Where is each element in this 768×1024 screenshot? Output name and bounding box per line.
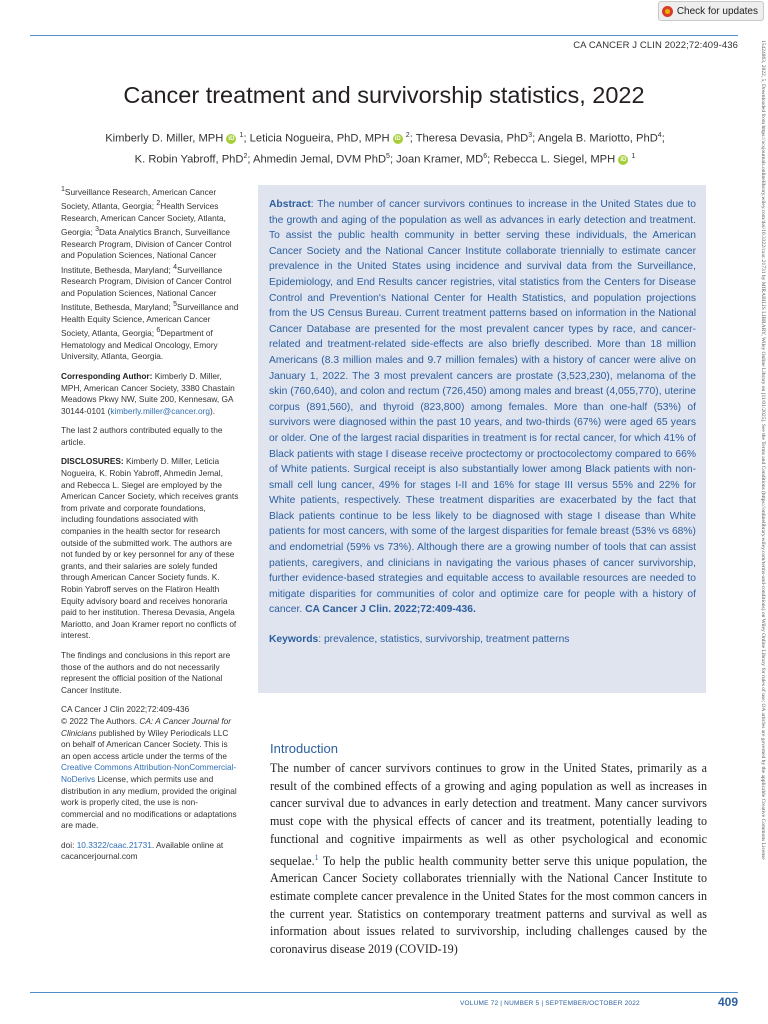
- affiliation-number: 4: [173, 263, 177, 271]
- footer-journal-issue: VOLUME 72 | NUMBER 5 | SEPTEMBER/OCTOBER 2022: [460, 1000, 640, 1007]
- affiliation-text: Health Services Research, American Cancer Society, Atlanta, Georgia;: [61, 201, 226, 238]
- affiliation-ref: 6: [483, 152, 488, 160]
- running-head: CA CANCER J CLIN 2022;72:409-436: [573, 40, 738, 51]
- doi-prefix: doi:: [61, 839, 77, 850]
- affiliation-ref: 3: [528, 132, 533, 139]
- doi-block: [61, 840, 239, 863]
- introduction-heading: Introduction: [270, 741, 338, 756]
- check-for-updates-button[interactable]: [658, 1, 764, 21]
- introduction-body: [270, 760, 707, 959]
- author-name: ; Angela B. Mariotto, PhD: [532, 132, 658, 145]
- license-block: [61, 704, 239, 832]
- author-name: ; Joan Kramer, MD: [389, 153, 484, 166]
- affiliations: [61, 184, 239, 363]
- affiliation-ref: 1: [239, 132, 244, 139]
- disclosures-label: DISCLOSURES:: [61, 456, 124, 467]
- keywords-text: : prevalence, statistics, survivorship, treatment patterns: [318, 634, 570, 646]
- abstract: [269, 197, 696, 618]
- corresponding-email-link[interactable]: kimberly.miller@cancer.org: [110, 405, 210, 416]
- disclosures: [61, 456, 239, 642]
- side-download-notice: 15424863, 2022, 5, Downloaded from https://acsjournals.onlinelibrary.wiley.com/doi/10.3322/caac.21731 by MIRABILIS LIBRARY, Wiley Online Library on [11/01/2025]. See the Terms and Conditions (https://onlinelibrary.wiley.com/terms-and-conditions) on Wiley Online Library for rules of use; OA articles are governed by the applicable Creative Commons License: [760, 40, 766, 860]
- corresponding-author: [61, 371, 239, 417]
- author-name: ; Theresa Devasia, PhD: [409, 132, 529, 145]
- affiliation-text: Department of Hematology and Medical Oncology, Emory University, Atlanta, Georgia.: [61, 328, 218, 362]
- orcid-icon[interactable]: iD: [620, 156, 627, 163]
- license-text: published by Wiley Periodicals LLC on behalf of American Cancer Society. This is an open access article under the terms of the: [61, 727, 229, 761]
- license-citation: CA Cancer J Clin 2022;72:409-436: [61, 704, 190, 715]
- findings-note: The findings and conclusions in this report are those of the authors and do not necessarily represent the official position of the National Cancer Institute.: [61, 649, 231, 695]
- affiliation-text: Data Analytics Branch, Surveillance Research Program, Division of Cancer Control and Population Sciences, National Cancer Institute, Bethesda, Maryland;: [61, 227, 232, 275]
- affiliation-text: Surveillance Research Program, Division of Cancer Control and Population Sciences, National Cancer Institute, Bethesda, Maryland;: [61, 264, 232, 313]
- article-sidebar: [61, 184, 239, 871]
- orcid-icon[interactable]: iD: [228, 135, 235, 142]
- introduction-text: To help the public health community better serve this unique population, the American Cancer Society collaborates triennially with the National Cancer Institute to estimate complete cancer prevalence in the United States for the most common cancers in the current year. Statistics on contemporary treatment patterns and survival as well as information about issues related to survivorship, including challenges caused by the coronavirus disease 2019 (COVID-19): [270, 853, 707, 957]
- license-text: License, which permits use and distribution in any medium, provided the original work is properly cited, the use is non-commercial and no modifications or adaptations are made.: [61, 773, 237, 831]
- doi-link[interactable]: 10.3322/caac.21731: [76, 839, 152, 850]
- affiliation-ref: 4: [657, 132, 662, 139]
- header-rule: [30, 35, 738, 36]
- affiliation-number: 3: [95, 226, 100, 234]
- affiliation-number: 1: [61, 186, 65, 193]
- corresponding-author-text: Kimberly D. Miller, MPH, American Cancer Society, 3380 Chastain Meadows Pkwy NW, Suite 200, Kennesaw, GA 30144-0101 (: [61, 370, 235, 416]
- cc-license-link[interactable]: Creative Commons Attribution-NonCommercial-NoDerivs: [61, 762, 237, 784]
- author-list: [70, 127, 700, 168]
- journal-name: CA: A Cancer Journal for Clinicians: [61, 715, 232, 738]
- affiliation-ref: 2: [243, 152, 248, 160]
- affiliation-text: Surveillance Research, American Cancer Society, Atlanta, Georgia;: [61, 186, 217, 212]
- doi-text: . Available online at cacancerjournal.com: [61, 839, 224, 862]
- reference-link[interactable]: 1: [314, 852, 319, 862]
- corresponding-author-label: Corresponding Author:: [61, 370, 153, 381]
- affiliation-ref: 5: [386, 152, 390, 160]
- footer-rule: [30, 992, 738, 993]
- check-for-updates-label: Check for updates: [676, 5, 758, 17]
- author-name: K. Robin Yabroff, PhD: [134, 153, 244, 166]
- equal-contribution-note: The last 2 authors contributed equally to the article.: [61, 425, 223, 447]
- copyright-text: © 2022 The Authors.: [61, 715, 140, 726]
- abstract-text: : The number of cancer survivors continues to increase in the United States due to the growth and aging of the population as well as advances in early detection and treatment. To assist the public health community in better serving these individuals, the American Cancer Society and the National Cancer Institute collaborate triennially to estimate cancer prevalence in the United States using incidence and survival data from the Surveillance, Epidemiology, and End Results cancer registries, vital statistics from the Centers for Disease Control and Prevention's National Center for Health Statistics, and population projections from the US Census Bureau. Current treatment patterns based on information in the National Cancer Database are presented for the most prevalent cancer types by race, and cancer-related and treatment-related side-effects are also briefly described. More than 18 million Americans (8.3 million males and 9.7 million females) with a history of cancer were alive on January 1, 2022. The 3 most prevalent cancers are prostate (3,523,230), melanoma of the skin (760,640), and colon and rectum (726,450) among males and breast (4,055,770), uterine corpus (891,560), and thyroid (823,800) among females. More than one-half (53%) of survivors were diagnosed within the past 10 years, and two-thirds (67%) were aged 65 years or older. One of the largest racial disparities in treatment is for rectal cancer, for which 41% of Black patients with stage I disease receive proctectomy or proctocolectomy compared to 66% of White patients. Surgical receipt is also substantially lower among Black patients with non-small cell lung cancer, 49% for stages I-II and 16% for stage III versus 55% and 22% for White patients, respectively. These treatment disparities are exacerbated by the fact that Black patients continue to be less likely to be diagnosed with stage I disease than White patients for most cancers, with some of the largest disparities for female breast (53% vs 68%) and endometrial (59% vs 73%). Although there are a growing number of tools that can assist patients, caregivers, and clinicians in navigating the various phases of cancer survivorship, further evidence-based strategies and equitable access to available resources are needed to mitigate disparities for communities of color and optimize care for people with a history of cancer.: [269, 199, 696, 616]
- author-separator: ;: [661, 132, 665, 145]
- affiliation-ref: 2: [405, 132, 410, 139]
- abstract-box: [258, 185, 706, 693]
- affiliation-number: 2: [156, 200, 161, 208]
- abstract-label: Abstract: [269, 199, 311, 210]
- abstract-citation: CA Cancer J Clin. 2022;72:409-436.: [305, 604, 476, 616]
- article-title: Cancer treatment and survivorship statistics, 2022: [123, 82, 645, 108]
- author-name: ; Rebecca L. Siegel, MPH: [487, 153, 616, 166]
- affiliation-text: Surveillance and Health Equity Science, American Cancer Society, Atlanta, Georgia;: [61, 302, 239, 339]
- crossmark-icon: [662, 6, 673, 17]
- disclosures-text: Kimberly D. Miller, Leticia Nogueira, K. Robin Yabroff, Ahmedin Jemal, and Rebecca L. Siegel are employed by the American Cancer Society, which receives grants from private and corporate foundations, including foundations associated with companies in the health sector for research outside of the submitted work. The authors are not funded by or key personnel for any of these grants, and their salaries are solely funded through American Cancer Society funds. K. Robin Yabroff serves on the Flatiron Health Equity advisory board and receives honoraria paid to her institution. Theresa Devasia, Angela Mariotto, and Joan Kramer report no conflicts of interest.: [61, 456, 239, 641]
- author-name: Kimberly D. Miller, MPH: [105, 132, 224, 145]
- affiliation-number: 6: [156, 327, 161, 335]
- keywords: [269, 632, 696, 647]
- keywords-label: Keywords: [269, 634, 319, 646]
- page-number: 409: [717, 995, 738, 1009]
- corresponding-author-tail: ).: [209, 405, 216, 416]
- orcid-icon[interactable]: iD: [394, 135, 401, 142]
- introduction-text: The number of cancer survivors continues to grow in the United States, primarily as a result of the combined effects of a growing and aging population as well as increases in cancer survival due to advances in early detection and treatment. Many cancer survivors must cope with the physical effects of cancer and its treatment, potentially leading to functional and cognitive impairments as well as other psychological and economic sequelae.: [270, 761, 707, 868]
- author-name: ; Leticia Nogueira, PhD, MPH: [243, 132, 390, 145]
- affiliation-ref: 1: [631, 152, 636, 160]
- author-name: ; Ahmedin Jemal, DVM PhD: [247, 153, 387, 166]
- affiliation-number: 5: [173, 301, 177, 309]
